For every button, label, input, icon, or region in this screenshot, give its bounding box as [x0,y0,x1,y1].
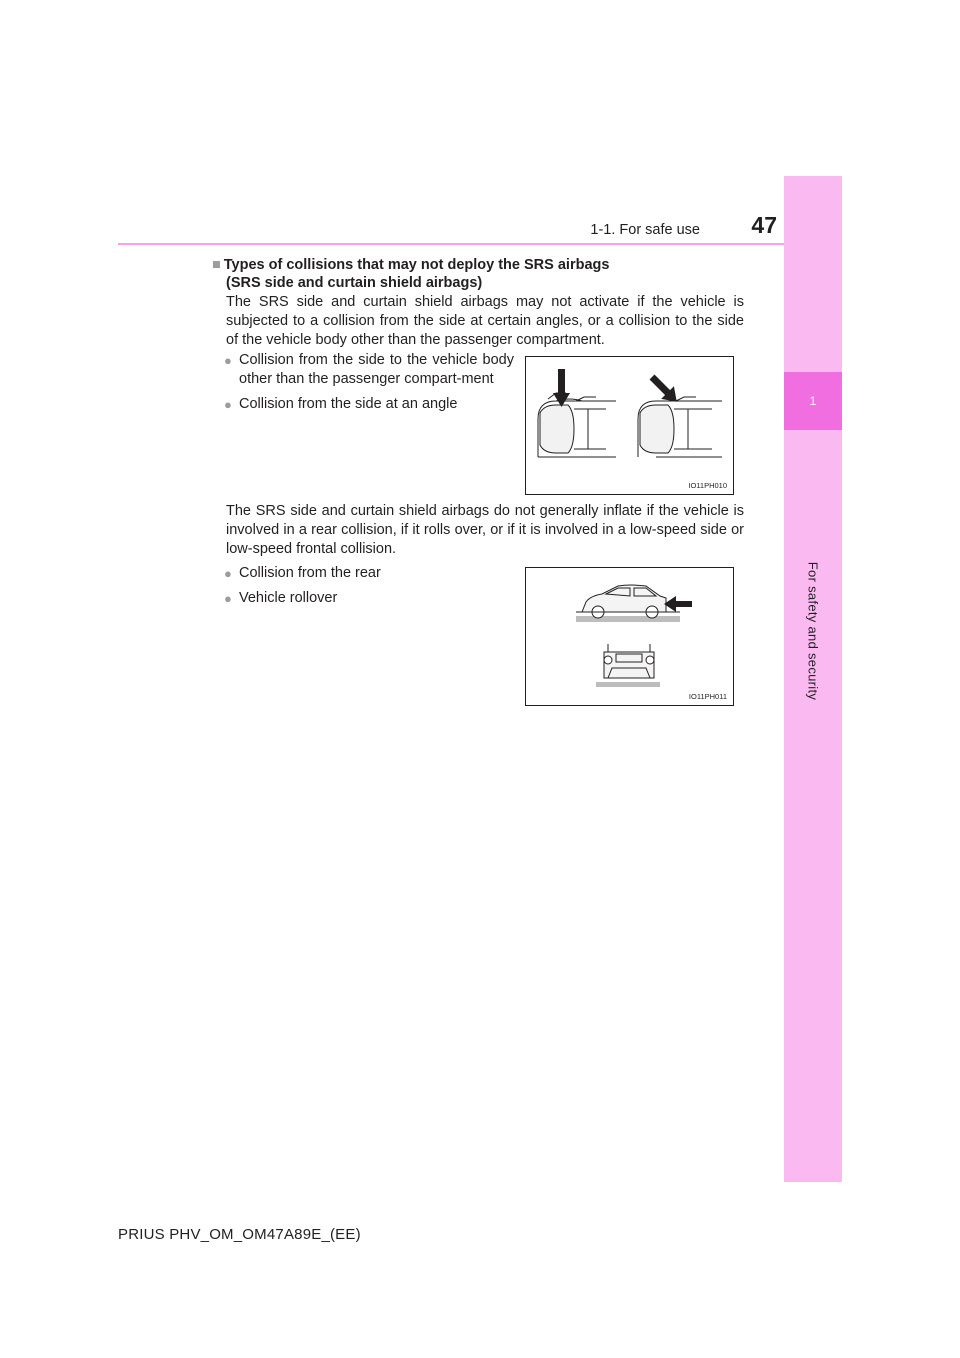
chapter-number: 1 [784,372,842,430]
chapter-side-tab [784,176,842,1182]
paragraph-2: The SRS side and curtain shield airbags do not generally inflate if the vehicle is involved in a rear collision, if it rolls over, or if it is involved in a low-speed side or low-speed frontal collision. [226,503,744,557]
bullet-list-1 [224,351,514,420]
car-top-view-right-icon [638,397,722,457]
document-id: PRIUS PHV_OM_OM47A89E_(EE) [118,1226,361,1243]
heading-line-1: Types of collisions that may not deploy the SRS airbags [223,257,610,273]
car-rollover-icon [596,644,660,687]
page-number: 47 [751,212,777,238]
arrow-diagonal-icon [646,371,683,408]
heading-square-icon: ■ [212,257,221,273]
figure-side-collision [525,356,734,495]
chapter-title: For safety and security [805,561,821,701]
bullet-item: ● Vehicle rollover [224,589,514,608]
car-top-view-left-icon [538,393,616,457]
figure-rear-rollover [525,567,734,706]
arrow-left-icon [664,596,692,612]
car-side-view-icon [576,585,680,622]
bullet-item: ● Collision from the side to the vehicle body other than the passenger compart-ment [224,351,514,389]
paragraph-1: The SRS side and curtain shield airbags may not activate if the vehicle is subjected to a collision from the side at certain angles, or a collision to the side of the vehicle body other than the passenger compartment. [226,294,744,348]
rear-rollover-illustration [526,568,733,705]
section-heading [212,256,752,292]
side-collision-illustration [526,357,733,494]
bullet-list-2 [224,564,514,614]
bullet-item: ● Collision from the side at an angle [224,395,514,414]
bullet-item: ● Collision from the rear [224,564,514,583]
header-divider [118,243,784,245]
section-title: 1-1. For safe use [590,222,700,238]
heading-line-2: (SRS side and curtain shield airbags) [226,275,483,291]
figure-code: IO11PH011 [688,692,727,701]
figure-code: IO11PH010 [688,481,727,490]
